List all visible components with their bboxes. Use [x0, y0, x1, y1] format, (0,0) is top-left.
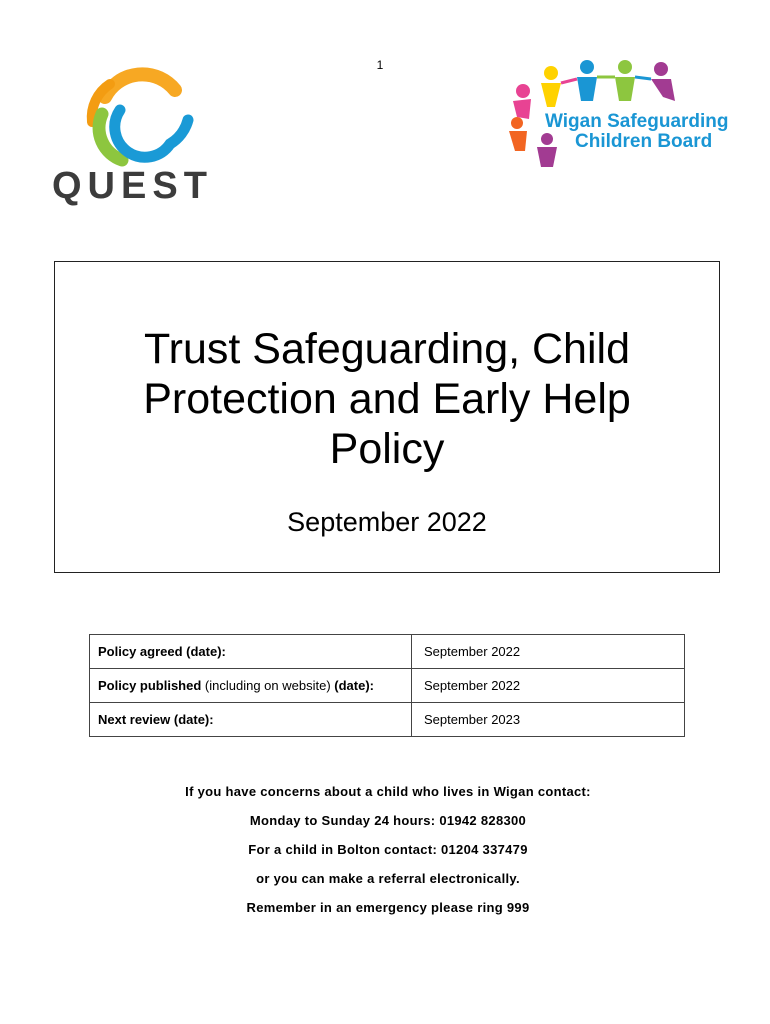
- next-review-label: [90, 703, 412, 737]
- wigan-safeguarding-logo: [505, 55, 745, 185]
- contact-line-4: or you can make a referral electronically.: [256, 871, 520, 886]
- quest-swirl-icon: [50, 62, 230, 207]
- policy-agreed-label: [90, 635, 412, 669]
- table-row: [90, 635, 685, 669]
- children-figures-icon: [505, 55, 745, 185]
- label-bold: Next review (date):: [98, 712, 214, 727]
- label-bold: Policy agreed (date):: [98, 644, 226, 659]
- contact-line-1: If you have concerns about a child who lives in Wigan contact:: [185, 784, 591, 799]
- table-row: [90, 669, 685, 703]
- policy-agreed-value: September 2022: [412, 635, 685, 669]
- policy-published-label: [90, 669, 412, 703]
- document-title: [55, 324, 719, 474]
- contact-line-2: Monday to Sunday 24 hours: 01942 828300: [249, 813, 527, 828]
- policy-dates-table: [89, 634, 685, 737]
- wscb-line1: Wigan Safeguarding: [545, 111, 729, 132]
- title-box: [54, 261, 720, 573]
- page-number: 1: [376, 58, 384, 72]
- title-line-2: Protection and Early Help: [143, 375, 631, 423]
- label-normal: (including on website): [201, 678, 335, 693]
- label-bold: Policy published: [98, 678, 202, 693]
- contact-line-5: Remember in an emergency please ring 999: [246, 900, 530, 915]
- policy-published-value: September 2022: [412, 669, 685, 703]
- title-line-1: Trust Safeguarding, Child: [144, 325, 630, 373]
- label-bold-end: (date):: [334, 678, 374, 693]
- title-line-3: Policy: [329, 425, 445, 473]
- contact-info: [0, 784, 770, 929]
- next-review-value: September 2023: [412, 703, 685, 737]
- contact-line-3: For a child in Bolton contact: 01204 337479: [248, 842, 528, 857]
- quest-logo: [50, 62, 230, 207]
- table-row: [90, 703, 685, 737]
- quest-logo-text: QUEST: [52, 165, 213, 207]
- title-date: September 2022: [287, 507, 487, 537]
- wscb-line2: Children Board: [575, 131, 713, 152]
